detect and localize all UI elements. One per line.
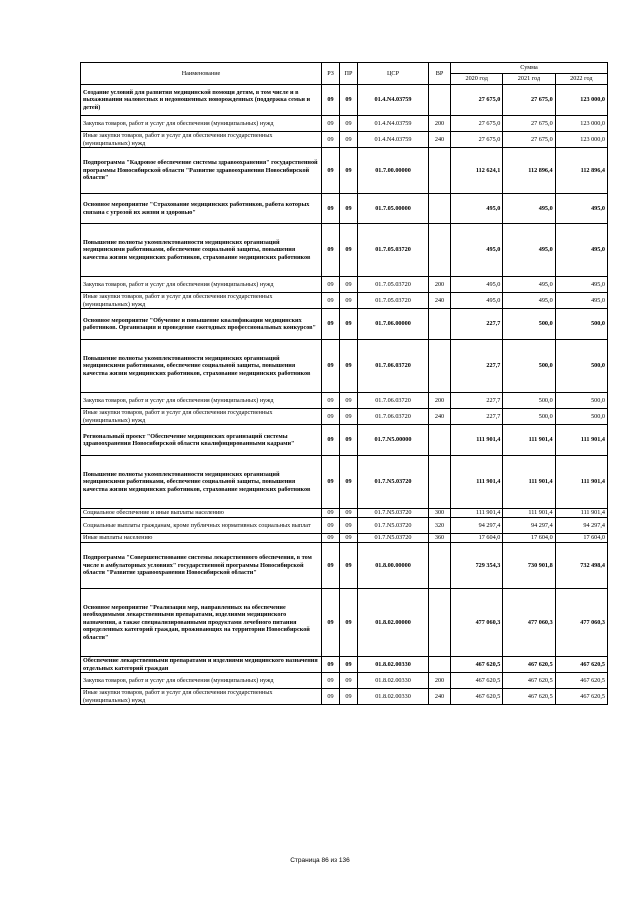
cell-pr: 09 bbox=[340, 534, 358, 543]
cell-2021: 467 620,5 bbox=[503, 673, 555, 689]
cell-2020: 495,0 bbox=[451, 224, 503, 277]
cell-2021: 94 297,4 bbox=[503, 518, 555, 534]
cell-pr: 09 bbox=[340, 340, 358, 393]
cell-rz: 09 bbox=[322, 148, 340, 194]
cell-name: Иные закупки товаров, работ и услуг для обеспечения государственных (муниципальных) нужд bbox=[81, 409, 322, 425]
cell-2020: 227,7 bbox=[451, 393, 503, 409]
cell-2020: 111 901,4 bbox=[451, 425, 503, 456]
cell-csr: 01.7.N5.03720 bbox=[358, 534, 429, 543]
header-vr: ВР bbox=[429, 63, 451, 85]
cell-csr: 01.8.02.00330 bbox=[358, 689, 429, 705]
cell-pr: 09 bbox=[340, 309, 358, 340]
header-sum: Сумма bbox=[451, 63, 608, 74]
table-row bbox=[81, 148, 608, 194]
cell-2020: 227,7 bbox=[451, 409, 503, 425]
cell-name: Иные выплаты населению bbox=[81, 534, 322, 543]
cell-csr: 01.8.00.00000 bbox=[358, 543, 429, 589]
cell-2022: 495,0 bbox=[555, 277, 607, 293]
cell-vr bbox=[429, 148, 451, 194]
cell-2020: 495,0 bbox=[451, 277, 503, 293]
cell-2020: 467 620,5 bbox=[451, 689, 503, 705]
cell-csr: 01.7.06.03720 bbox=[358, 340, 429, 393]
table-row bbox=[81, 673, 608, 689]
cell-2022: 732 498,4 bbox=[555, 543, 607, 589]
table-row bbox=[81, 132, 608, 148]
cell-2020: 111 901,4 bbox=[451, 509, 503, 518]
cell-2022: 500,0 bbox=[555, 340, 607, 393]
table-row bbox=[81, 409, 608, 425]
cell-2022: 500,0 bbox=[555, 309, 607, 340]
cell-csr: 01.8.02.00330 bbox=[358, 673, 429, 689]
cell-2020: 27 675,0 bbox=[451, 132, 503, 148]
cell-rz: 09 bbox=[322, 224, 340, 277]
cell-vr: 200 bbox=[429, 673, 451, 689]
cell-rz: 09 bbox=[322, 534, 340, 543]
cell-name: Закупка товаров, работ и услуг для обеспечения (муниципальных) нужд bbox=[81, 393, 322, 409]
cell-2022: 94 297,4 bbox=[555, 518, 607, 534]
cell-2021: 111 901,4 bbox=[503, 509, 555, 518]
cell-2022: 123 000,0 bbox=[555, 116, 607, 132]
cell-name: Закупка товаров, работ и услуг для обеспечения (муниципальных) нужд bbox=[81, 116, 322, 132]
cell-rz: 09 bbox=[322, 277, 340, 293]
cell-rz: 09 bbox=[322, 309, 340, 340]
cell-rz: 09 bbox=[322, 340, 340, 393]
cell-vr: 240 bbox=[429, 293, 451, 309]
cell-2021: 467 620,5 bbox=[503, 657, 555, 673]
cell-vr: 200 bbox=[429, 116, 451, 132]
cell-name: Закупка товаров, работ и услуг для обеспечения (муниципальных) нужд bbox=[81, 673, 322, 689]
cell-2022: 123 000,0 bbox=[555, 85, 607, 116]
header-year-2020: 2020 год bbox=[451, 74, 503, 85]
cell-2021: 500,0 bbox=[503, 393, 555, 409]
cell-pr: 09 bbox=[340, 116, 358, 132]
cell-name: Социальное обеспечение и иные выплаты населению bbox=[81, 509, 322, 518]
cell-vr: 300 bbox=[429, 509, 451, 518]
cell-vr bbox=[429, 543, 451, 589]
cell-2021: 27 675,0 bbox=[503, 85, 555, 116]
cell-2022: 17 604,0 bbox=[555, 534, 607, 543]
cell-csr: 01.4.N4.03759 bbox=[358, 132, 429, 148]
cell-2021: 500,0 bbox=[503, 340, 555, 393]
cell-vr: 360 bbox=[429, 534, 451, 543]
cell-2020: 477 060,3 bbox=[451, 589, 503, 657]
cell-pr: 09 bbox=[340, 657, 358, 673]
table-body bbox=[81, 85, 608, 705]
page-number: Страница 86 из 136 bbox=[290, 857, 350, 864]
cell-name: Закупка товаров, работ и услуг для обеспечения (муниципальных) нужд bbox=[81, 277, 322, 293]
cell-name: Подпрограмма "Кадровое обеспечение системы здравоохранения" государственной программы Новосибирской области "Развитие здравоохранения Новосибирской области" bbox=[81, 148, 322, 194]
cell-2021: 500,0 bbox=[503, 309, 555, 340]
table-row bbox=[81, 85, 608, 116]
cell-csr: 01.7.05.03720 bbox=[358, 224, 429, 277]
table-row bbox=[81, 309, 608, 340]
cell-pr: 09 bbox=[340, 543, 358, 589]
cell-2021: 477 060,3 bbox=[503, 589, 555, 657]
cell-2022: 467 620,5 bbox=[555, 657, 607, 673]
cell-rz: 09 bbox=[322, 456, 340, 509]
cell-2022: 467 620,5 bbox=[555, 673, 607, 689]
table-row bbox=[81, 340, 608, 393]
table-row bbox=[81, 509, 608, 518]
cell-2020: 17 604,0 bbox=[451, 534, 503, 543]
cell-vr bbox=[429, 85, 451, 116]
cell-name: Повышение полноты укомплектованности медицинских организаций медицинскими работниками, обеспечение социальной защиты, повышения качества жизни медицинских работников, страхование медицинских работников bbox=[81, 224, 322, 277]
cell-vr bbox=[429, 309, 451, 340]
cell-name: Социальные выплаты гражданам, кроме публичных нормативных социальных выплат bbox=[81, 518, 322, 534]
table-row bbox=[81, 393, 608, 409]
cell-vr bbox=[429, 456, 451, 509]
table-row bbox=[81, 518, 608, 534]
cell-name: Иные закупки товаров, работ и услуг для обеспечения государственных (муниципальных) нужд bbox=[81, 132, 322, 148]
cell-2022: 467 620,5 bbox=[555, 689, 607, 705]
cell-name: Основное мероприятие "Реализация мер, направленных на обеспечение необходимыми лекарственными препаратами, изделиями медицинского назначения, а также специализированными продуктами лечебного питания определенных категорий граждан, проживающих на территории Новосибирской области" bbox=[81, 589, 322, 657]
table-row bbox=[81, 224, 608, 277]
cell-name: Повышение полноты укомплектованности медицинских организаций медицинскими работниками, обеспечение социальной защиты, повышения качества жизни медицинских работников, страхование медицинских работников bbox=[81, 340, 322, 393]
cell-2021: 111 901,4 bbox=[503, 425, 555, 456]
cell-pr: 09 bbox=[340, 85, 358, 116]
cell-pr: 09 bbox=[340, 589, 358, 657]
cell-name: Основное мероприятие "Страхование медицинских работников, работа которых связана с угрозой их жизни и здоровью" bbox=[81, 194, 322, 224]
cell-2022: 500,0 bbox=[555, 409, 607, 425]
cell-name: Обеспечение лекарственными препаратами и изделиями медицинского назначения отдельных категорий граждан bbox=[81, 657, 322, 673]
cell-rz: 09 bbox=[322, 518, 340, 534]
table-row bbox=[81, 194, 608, 224]
cell-vr: 240 bbox=[429, 409, 451, 425]
cell-rz: 09 bbox=[322, 673, 340, 689]
cell-csr: 01.7.05.00000 bbox=[358, 194, 429, 224]
cell-csr: 01.7.05.03720 bbox=[358, 277, 429, 293]
cell-csr: 01.8.02.00000 bbox=[358, 589, 429, 657]
cell-2020: 495,0 bbox=[451, 293, 503, 309]
cell-2020: 467 620,5 bbox=[451, 673, 503, 689]
cell-rz: 09 bbox=[322, 132, 340, 148]
cell-csr: 01.7.N5.03720 bbox=[358, 518, 429, 534]
cell-2020: 467 620,5 bbox=[451, 657, 503, 673]
cell-2020: 729 354,3 bbox=[451, 543, 503, 589]
cell-2022: 111 901,4 bbox=[555, 425, 607, 456]
cell-vr: 200 bbox=[429, 393, 451, 409]
cell-2022: 495,0 bbox=[555, 194, 607, 224]
cell-2020: 111 901,4 bbox=[451, 456, 503, 509]
cell-pr: 09 bbox=[340, 409, 358, 425]
table-row bbox=[81, 116, 608, 132]
cell-csr: 01.7.N5.03720 bbox=[358, 509, 429, 518]
table-row bbox=[81, 425, 608, 456]
cell-2022: 123 000,0 bbox=[555, 132, 607, 148]
table-row bbox=[81, 293, 608, 309]
cell-vr bbox=[429, 425, 451, 456]
header-name: Наименование bbox=[81, 63, 322, 85]
cell-name: Основное мероприятие "Обучение и повышение квалификации медицинских работников. Организация и проведение ежегодных профессиональных конкурсов" bbox=[81, 309, 322, 340]
table-row bbox=[81, 543, 608, 589]
cell-2021: 17 604,0 bbox=[503, 534, 555, 543]
cell-2021: 500,0 bbox=[503, 409, 555, 425]
cell-rz: 09 bbox=[322, 689, 340, 705]
cell-rz: 09 bbox=[322, 116, 340, 132]
cell-name: Повышение полноты укомплектованности медицинских организаций медицинскими работниками, обеспечение социальной защиты, повышения качества жизни медицинских работников, страхование медицинских работников bbox=[81, 456, 322, 509]
cell-rz: 09 bbox=[322, 425, 340, 456]
cell-csr: 01.4.N4.03759 bbox=[358, 85, 429, 116]
cell-2020: 227,7 bbox=[451, 309, 503, 340]
cell-pr: 09 bbox=[340, 148, 358, 194]
cell-vr bbox=[429, 340, 451, 393]
cell-name: Создание условий для развития медицинской помощи детям, в том числе и в выхаживании маловесных и недоношенных новорожденных (поддержка семьи и детей) bbox=[81, 85, 322, 116]
cell-csr: 01.7.06.03720 bbox=[358, 409, 429, 425]
cell-rz: 09 bbox=[322, 293, 340, 309]
header-pr: ПР bbox=[340, 63, 358, 85]
cell-csr: 01.8.02.00330 bbox=[358, 657, 429, 673]
cell-2020: 27 675,0 bbox=[451, 116, 503, 132]
cell-2022: 111 901,4 bbox=[555, 509, 607, 518]
cell-2021: 467 620,5 bbox=[503, 689, 555, 705]
cell-pr: 09 bbox=[340, 224, 358, 277]
cell-vr bbox=[429, 589, 451, 657]
cell-rz: 09 bbox=[322, 543, 340, 589]
cell-pr: 09 bbox=[340, 425, 358, 456]
cell-vr bbox=[429, 194, 451, 224]
table-row bbox=[81, 589, 608, 657]
table-row bbox=[81, 657, 608, 673]
cell-pr: 09 bbox=[340, 673, 358, 689]
cell-vr bbox=[429, 224, 451, 277]
cell-rz: 09 bbox=[322, 657, 340, 673]
cell-rz: 09 bbox=[322, 85, 340, 116]
cell-pr: 09 bbox=[340, 518, 358, 534]
cell-2022: 500,0 bbox=[555, 393, 607, 409]
cell-csr: 01.4.N4.03759 bbox=[358, 116, 429, 132]
cell-2020: 227,7 bbox=[451, 340, 503, 393]
cell-name: Подпрограмма "Совершенствование системы лекарственного обеспечения, в том числе в амбулаторных условиях" государственной программы Новосибирской области "Развитие здравоохранения Новосибирской области" bbox=[81, 543, 322, 589]
cell-csr: 01.7.06.03720 bbox=[358, 393, 429, 409]
cell-2022: 477 060,3 bbox=[555, 589, 607, 657]
cell-pr: 09 bbox=[340, 132, 358, 148]
cell-2020: 94 297,4 bbox=[451, 518, 503, 534]
cell-name: Иные закупки товаров, работ и услуг для обеспечения государственных (муниципальных) нужд bbox=[81, 689, 322, 705]
cell-pr: 09 bbox=[340, 277, 358, 293]
cell-csr: 01.7.00.00000 bbox=[358, 148, 429, 194]
cell-pr: 09 bbox=[340, 689, 358, 705]
cell-2021: 27 675,0 bbox=[503, 132, 555, 148]
cell-csr: 01.7.N5.03720 bbox=[358, 456, 429, 509]
cell-rz: 09 bbox=[322, 409, 340, 425]
cell-pr: 09 bbox=[340, 393, 358, 409]
cell-2022: 495,0 bbox=[555, 224, 607, 277]
header-csr: ЦСР bbox=[358, 63, 429, 85]
cell-2022: 112 896,4 bbox=[555, 148, 607, 194]
cell-name: Иные закупки товаров, работ и услуг для обеспечения государственных (муниципальных) нужд bbox=[81, 293, 322, 309]
table-header bbox=[81, 63, 608, 85]
cell-2020: 495,0 bbox=[451, 194, 503, 224]
cell-2021: 730 901,8 bbox=[503, 543, 555, 589]
cell-2020: 27 675,0 bbox=[451, 85, 503, 116]
cell-vr bbox=[429, 657, 451, 673]
cell-2021: 495,0 bbox=[503, 277, 555, 293]
cell-pr: 09 bbox=[340, 509, 358, 518]
cell-2022: 495,0 bbox=[555, 293, 607, 309]
cell-rz: 09 bbox=[322, 589, 340, 657]
cell-rz: 09 bbox=[322, 194, 340, 224]
cell-2021: 27 675,0 bbox=[503, 116, 555, 132]
header-rz: РЗ bbox=[322, 63, 340, 85]
cell-vr: 240 bbox=[429, 132, 451, 148]
cell-pr: 09 bbox=[340, 293, 358, 309]
table-row bbox=[81, 534, 608, 543]
cell-2020: 112 624,1 bbox=[451, 148, 503, 194]
cell-rz: 09 bbox=[322, 393, 340, 409]
cell-vr: 240 bbox=[429, 689, 451, 705]
cell-2021: 495,0 bbox=[503, 194, 555, 224]
cell-csr: 01.7.05.03720 bbox=[358, 293, 429, 309]
table-row bbox=[81, 689, 608, 705]
cell-rz: 09 bbox=[322, 509, 340, 518]
header-year-2021: 2021 год bbox=[503, 74, 555, 85]
cell-2021: 111 901,4 bbox=[503, 456, 555, 509]
cell-name: Региональный проект "Обеспечение медицинских организаций системы здравоохранения Новосибирской области квалифицированными кадрами" bbox=[81, 425, 322, 456]
budget-table bbox=[80, 62, 608, 705]
cell-2021: 112 896,4 bbox=[503, 148, 555, 194]
cell-vr: 200 bbox=[429, 277, 451, 293]
cell-2021: 495,0 bbox=[503, 293, 555, 309]
table-row bbox=[81, 277, 608, 293]
cell-pr: 09 bbox=[340, 456, 358, 509]
cell-vr: 320 bbox=[429, 518, 451, 534]
header-year-2022: 2022 год bbox=[555, 74, 607, 85]
cell-2022: 111 901,4 bbox=[555, 456, 607, 509]
cell-csr: 01.7.06.00000 bbox=[358, 309, 429, 340]
cell-pr: 09 bbox=[340, 194, 358, 224]
cell-2021: 495,0 bbox=[503, 224, 555, 277]
table-row bbox=[81, 456, 608, 509]
cell-csr: 01.7.N5.00000 bbox=[358, 425, 429, 456]
